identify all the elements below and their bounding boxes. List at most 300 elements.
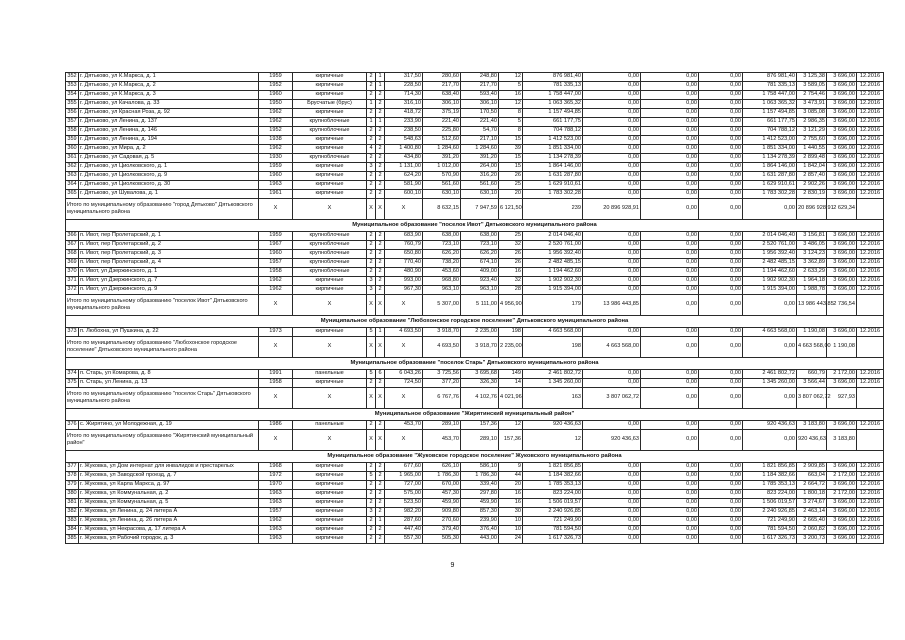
private-area: 326,30: [461, 379, 499, 388]
total-area: 760,79: [385, 241, 423, 250]
entrances: 2: [376, 526, 385, 535]
budget-cost: 0,00: [641, 91, 699, 100]
budget-cost: 0,00: [641, 190, 699, 199]
fund-cost: 0,00: [583, 232, 641, 241]
residential-area: 963,10: [423, 286, 461, 295]
subtotal-budget-cost: 0,00: [641, 199, 699, 220]
cost-per-sqm: 3 124,23: [797, 250, 827, 259]
owner-cost: 0,00: [699, 268, 743, 277]
total-cost: 1 902 902,30: [523, 277, 583, 286]
floors: 2: [367, 421, 376, 430]
subtotal-limit-cost: 3 183,80: [827, 430, 857, 451]
cost-per-sqm: 2 899,48: [797, 154, 827, 163]
fund-cost: 0,00: [583, 163, 641, 172]
residential-area: 391,20: [423, 154, 461, 163]
fund-cost: 0,00: [583, 73, 641, 82]
subtotal-floors: X: [367, 388, 376, 409]
fund-cost: 0,00: [583, 286, 641, 295]
completion-date: 12.2016: [857, 250, 884, 259]
year-built: 1962: [259, 517, 293, 526]
wall-material: кирпичные: [293, 535, 367, 544]
address: г. Дятьково, ул Ленина, д. 194: [79, 136, 259, 145]
limit-cost: 3 696,00: [827, 535, 857, 544]
residential-area: 723,10: [423, 241, 461, 250]
floors: 5: [367, 472, 376, 481]
budget-cost: 0,00: [641, 136, 699, 145]
private-area: 264,00: [461, 163, 499, 172]
total-cost: 1 915 394,00: [523, 286, 583, 295]
wall-material: кирпичные: [293, 328, 367, 337]
residents: 30: [499, 508, 523, 517]
private-area: 217,70: [461, 82, 499, 91]
residents: 32: [499, 277, 523, 286]
fund-cost: 0,00: [583, 508, 641, 517]
wall-material: кирпичные: [293, 136, 367, 145]
residential-area: 3 918,70: [423, 328, 461, 337]
floors: 2: [367, 481, 376, 490]
completion-date: 12.2016: [857, 73, 884, 82]
fund-cost: 0,00: [583, 250, 641, 259]
entrances: 2: [376, 490, 385, 499]
residents: 15: [499, 163, 523, 172]
completion-date: 12.2016: [857, 127, 884, 136]
owner-cost-2: 1 783 302,28: [743, 190, 797, 199]
completion-date: 12.2016: [857, 463, 884, 472]
limit-cost: 3 696,00: [827, 259, 857, 268]
subtotal-owner-cost-2: 0,00: [743, 388, 797, 409]
subtotal-residential-area: 8 632,15: [423, 199, 461, 220]
row-number: 355: [66, 100, 79, 109]
table-row: [66, 328, 884, 337]
private-area: 239,90: [461, 517, 499, 526]
entrances: 2: [376, 91, 385, 100]
table-row: [66, 145, 884, 154]
floors: 2: [367, 535, 376, 544]
subtotal-residential-area: 6 767,76: [423, 388, 461, 409]
table-row: [66, 472, 884, 481]
budget-cost: 0,00: [641, 499, 699, 508]
entrances: 2: [376, 232, 385, 241]
entrances: 1: [376, 118, 385, 127]
fund-cost: 0,00: [583, 481, 641, 490]
total-cost: 1 851 334,00: [523, 145, 583, 154]
owner-cost-2: 1 758 447,00: [743, 91, 797, 100]
total-area: 434,80: [385, 154, 423, 163]
fund-cost: 0,00: [583, 172, 641, 181]
subtotal-cost-per-sqm: 4 663 568,00: [797, 337, 827, 358]
budget-cost: 0,00: [641, 472, 699, 481]
year-built: 1962: [259, 277, 293, 286]
table-row: [66, 535, 884, 544]
wall-material: кирпичные: [293, 82, 367, 91]
owner-cost-2: 1 063 365,32: [743, 100, 797, 109]
floors: 2: [367, 463, 376, 472]
private-area: 638,00: [461, 232, 499, 241]
limit-cost: 3 696,00: [827, 268, 857, 277]
owner-cost: 0,00: [699, 232, 743, 241]
year-built: 1930: [259, 154, 293, 163]
row-number: 353: [66, 82, 79, 91]
total-cost: 1 345 260,00: [523, 379, 583, 388]
wall-material: Брусчатые (брус): [293, 100, 367, 109]
budget-cost: 0,00: [641, 259, 699, 268]
fund-cost: 0,00: [583, 136, 641, 145]
row-number: 361: [66, 154, 79, 163]
address: г. Дятьково, ул Ленина, д. 146: [79, 127, 259, 136]
limit-cost: 3 696,00: [827, 136, 857, 145]
wall-material: кирпичные: [293, 286, 367, 295]
residential-area: 457,30: [423, 490, 461, 499]
year-built: 1963: [259, 526, 293, 535]
fund-cost: 0,00: [583, 190, 641, 199]
residents: 20: [499, 190, 523, 199]
residents: 26: [499, 172, 523, 181]
total-cost: 1 412 523,00: [523, 136, 583, 145]
cost-per-sqm: 1 988,78: [797, 286, 827, 295]
subtotal-wall-material: X: [293, 199, 367, 220]
residential-area: 225,80: [423, 127, 461, 136]
cost-per-sqm: 663,04: [797, 472, 827, 481]
fund-cost: 0,00: [583, 109, 641, 118]
private-area: 170,50: [461, 109, 499, 118]
private-area: 316,20: [461, 172, 499, 181]
cost-per-sqm: 3 589,05: [797, 82, 827, 91]
owner-cost: 0,00: [699, 136, 743, 145]
year-built: 1959: [259, 232, 293, 241]
entrances: 1: [376, 73, 385, 82]
owner-cost-2: 1 345 260,00: [743, 379, 797, 388]
residential-area: 289,10: [423, 421, 461, 430]
address: п. Ивот, пер Пролетарский, д. 3: [79, 250, 259, 259]
private-area: 221,40: [461, 118, 499, 127]
subtotal-row: [66, 430, 884, 451]
entrances: 2: [376, 259, 385, 268]
year-built: 1972: [259, 472, 293, 481]
owner-cost-2: 781 335,13: [743, 82, 797, 91]
section-header-row: [66, 316, 884, 328]
residents: 15: [499, 154, 523, 163]
completion-date: 12.2016: [857, 421, 884, 430]
residential-area: 626,10: [423, 463, 461, 472]
cost-per-sqm: 2 902,26: [797, 181, 827, 190]
subtotal-floors: X: [367, 337, 376, 358]
entrances: 2: [376, 481, 385, 490]
subtotal-year-built: X: [259, 430, 293, 451]
owner-cost: 0,00: [699, 250, 743, 259]
residential-area: 221,40: [423, 118, 461, 127]
year-built: 1963: [259, 499, 293, 508]
residents: 16: [499, 91, 523, 100]
entrances: 2: [376, 136, 385, 145]
owner-cost: 0,00: [699, 508, 743, 517]
residents: 32: [499, 241, 523, 250]
subtotal-residential-area: 453,70: [423, 430, 461, 451]
limit-cost: 3 696,00: [827, 118, 857, 127]
cost-per-sqm: 2 755,60: [797, 136, 827, 145]
floors: 4: [367, 145, 376, 154]
private-area: 723,10: [461, 241, 499, 250]
total-cost: 1 506 019,57: [523, 499, 583, 508]
budget-cost: 0,00: [641, 232, 699, 241]
limit-cost: 3 696,00: [827, 517, 857, 526]
table-row: [66, 154, 884, 163]
floors: 2: [367, 172, 376, 181]
budget-cost: 0,00: [641, 163, 699, 172]
row-number: 367: [66, 241, 79, 250]
subtotal-owner-cost: 0,00: [699, 388, 743, 409]
limit-cost: 3 696,00: [827, 277, 857, 286]
year-built: 1970: [259, 481, 293, 490]
total-area: 316,10: [385, 100, 423, 109]
floors: 2: [367, 82, 376, 91]
subtotal-label: Итого по муниципальному образованию "Жирятинский муниципальный район": [66, 430, 259, 451]
wall-material: крупноблочные: [293, 268, 367, 277]
completion-date: 12.2016: [857, 370, 884, 379]
completion-date: 12.2016: [857, 328, 884, 337]
owner-cost-2: 1 631 287,80: [743, 172, 797, 181]
wall-material: кирпичные: [293, 463, 367, 472]
cost-per-sqm: 3 200,73: [797, 535, 827, 544]
owner-cost-2: 1 864 146,00: [743, 163, 797, 172]
wall-material: кирпичные: [293, 379, 367, 388]
completion-date: 12.2016: [857, 259, 884, 268]
residential-area: 3 725,56: [423, 370, 461, 379]
owner-cost-2: 661 177,75: [743, 118, 797, 127]
owner-cost-2: 2 240 926,85: [743, 508, 797, 517]
row-number: 368: [66, 250, 79, 259]
wall-material: панельные: [293, 421, 367, 430]
owner-cost: 0,00: [699, 481, 743, 490]
cost-per-sqm: 2 754,46: [797, 91, 827, 100]
total-area: 770,40: [385, 259, 423, 268]
fund-cost: 0,00: [583, 379, 641, 388]
cost-per-sqm: 1 440,55: [797, 145, 827, 154]
floors: 2: [367, 181, 376, 190]
total-area: 453,70: [385, 421, 423, 430]
subtotal-residents: 157,36: [499, 430, 523, 451]
subtotal-year-built: X: [259, 199, 293, 220]
entrances: 2: [376, 154, 385, 163]
total-cost: 2 240 926,85: [523, 508, 583, 517]
residents: 14: [499, 379, 523, 388]
budget-cost: 0,00: [641, 277, 699, 286]
cost-per-sqm: 2 665,40: [797, 517, 827, 526]
wall-material: кирпичные: [293, 508, 367, 517]
residents: 20: [499, 481, 523, 490]
cost-per-sqm: 1 190,08: [797, 328, 827, 337]
floors: 2: [367, 490, 376, 499]
row-number: 380: [66, 490, 79, 499]
completion-date: 12.2016: [857, 379, 884, 388]
year-built: 1962: [259, 109, 293, 118]
completion-date: 12.2016: [857, 508, 884, 517]
cost-per-sqm: 3 183,80: [797, 421, 827, 430]
table-row: [66, 277, 884, 286]
completion-date: 12.2016: [857, 163, 884, 172]
owner-cost: 0,00: [699, 109, 743, 118]
private-area: 857,30: [461, 508, 499, 517]
row-number: 379: [66, 481, 79, 490]
owner-cost-2: 1 157 494,85: [743, 109, 797, 118]
residential-area: 638,00: [423, 232, 461, 241]
owner-cost-2: 704 788,12: [743, 127, 797, 136]
address: г. Дятьково, ул К.Маркса, д. 3: [79, 91, 259, 100]
wall-material: кирпичные: [293, 517, 367, 526]
private-area: 1 786,30: [461, 472, 499, 481]
total-area: 600,10: [385, 190, 423, 199]
table-row: [66, 190, 884, 199]
table-row: [66, 241, 884, 250]
table-row: [66, 286, 884, 295]
limit-cost: 3 696,00: [827, 328, 857, 337]
entrances: 2: [376, 181, 385, 190]
table-row: [66, 526, 884, 535]
table-row: [66, 250, 884, 259]
total-cost: 4 663 568,00: [523, 328, 583, 337]
row-number: 352: [66, 73, 79, 82]
total-cost: 1 063 365,32: [523, 100, 583, 109]
cost-per-sqm: 2 830,19: [797, 190, 827, 199]
entrances: 2: [376, 499, 385, 508]
subtotal-total-cost: 179: [523, 295, 583, 316]
subtotal-entrances: X: [376, 295, 385, 316]
entrances: 2: [376, 508, 385, 517]
private-area: 443,00: [461, 535, 499, 544]
floors: 2: [367, 241, 376, 250]
residents: 15: [499, 136, 523, 145]
residents: 12: [499, 100, 523, 109]
subtotal-owner-cost-2: 0,00: [743, 295, 797, 316]
subtotal-floors: X: [367, 199, 376, 220]
residents: 16: [499, 490, 523, 499]
subtotal-completion-date: [857, 430, 884, 451]
budget-cost: 0,00: [641, 421, 699, 430]
total-area: 548,63: [385, 136, 423, 145]
limit-cost: 3 696,00: [827, 508, 857, 517]
total-cost: 876 981,40: [523, 73, 583, 82]
floors: 2: [367, 154, 376, 163]
limit-cost: 3 696,00: [827, 499, 857, 508]
residents: 44: [499, 472, 523, 481]
subtotal-fund-cost: 13 986 443,85: [583, 295, 641, 316]
owner-cost: 0,00: [699, 526, 743, 535]
subtotal-limit-cost: 927,93: [827, 388, 857, 409]
wall-material: кирпичные: [293, 526, 367, 535]
owner-cost-2: 2 014 046,40: [743, 232, 797, 241]
floors: 2: [367, 109, 376, 118]
residential-area: 670,00: [423, 481, 461, 490]
total-cost: 823 224,00: [523, 490, 583, 499]
address: п. Любохна, ул Пушкина, д. 22: [79, 328, 259, 337]
subtotal-limit-cost: 1 190,08: [827, 337, 857, 358]
residents: 198: [499, 328, 523, 337]
wall-material: кирпичные: [293, 472, 367, 481]
budget-cost: 0,00: [641, 490, 699, 499]
subtotal-entrances: X: [376, 199, 385, 220]
wall-material: крупноблочные: [293, 154, 367, 163]
subtotal-wall-material: X: [293, 388, 367, 409]
subtotal-wall-material: X: [293, 430, 367, 451]
residents: 5: [499, 118, 523, 127]
residents: 24: [499, 535, 523, 544]
cost-per-sqm: 3 085,08: [797, 109, 827, 118]
budget-cost: 0,00: [641, 127, 699, 136]
row-number: 363: [66, 172, 79, 181]
residential-area: 280,60: [423, 73, 461, 82]
cost-per-sqm: 2 857,40: [797, 172, 827, 181]
limit-cost: 3 696,00: [827, 163, 857, 172]
owner-cost-2: 1 617 326,73: [743, 535, 797, 544]
fund-cost: 0,00: [583, 259, 641, 268]
address: г. Дятьково, ул Циолковского, д. 1: [79, 163, 259, 172]
year-built: 1952: [259, 127, 293, 136]
year-built: 1952: [259, 82, 293, 91]
address: г. Дятьково, ул Циолковского, д. 30: [79, 181, 259, 190]
table-row: [66, 82, 884, 91]
wall-material: кирпичные: [293, 181, 367, 190]
subtotal-label: Итого по муниципальному образованию "город Дятьково" Дятьковского муниципального района: [66, 199, 259, 220]
table-row: [66, 118, 884, 127]
budget-cost: 0,00: [641, 145, 699, 154]
owner-cost-2: 2 461 802,72: [743, 370, 797, 379]
address: г. Жуковка, ул Заводской проезд, д. 7: [79, 472, 259, 481]
address: г. Дятьково, ул Мира, д. 2: [79, 145, 259, 154]
row-number: 375: [66, 379, 79, 388]
subtotal-row: [66, 199, 884, 220]
residents: 25: [499, 181, 523, 190]
limit-cost: 3 696,00: [827, 421, 857, 430]
page-number: 9: [450, 562, 455, 569]
subtotal-limit-cost: 2 736,54: [827, 295, 857, 316]
entrances: 2: [376, 379, 385, 388]
total-cost: 1 631 287,80: [523, 172, 583, 181]
cost-per-sqm: 1 964,18: [797, 277, 827, 286]
subtotal-cost-per-sqm: 20 896 928,91: [797, 199, 827, 220]
limit-cost: 2 172,00: [827, 490, 857, 499]
budget-cost: 0,00: [641, 286, 699, 295]
entrances: 2: [376, 109, 385, 118]
address: г. Жуковка, ул Карла Маркса, д. 97: [79, 481, 259, 490]
owner-cost-2: 1 184 382,66: [743, 472, 797, 481]
year-built: 1967: [259, 241, 293, 250]
owner-cost: 0,00: [699, 91, 743, 100]
subtotal-total-area: X: [385, 430, 423, 451]
entrances: 2: [376, 127, 385, 136]
subtotal-row: [66, 337, 884, 358]
floors: 2: [367, 136, 376, 145]
budget-cost: 0,00: [641, 73, 699, 82]
subtotal-wall-material: X: [293, 337, 367, 358]
section-title: Муниципальное образование "поселок Старь" Дятьковского муниципального района: [66, 358, 884, 370]
subtotal-completion-date: [857, 388, 884, 409]
year-built: 1991: [259, 370, 293, 379]
subtotal-budget-cost: 0,00: [641, 430, 699, 451]
section-header-row: [66, 220, 884, 232]
completion-date: 12.2016: [857, 181, 884, 190]
total-cost: 1 134 278,39: [523, 154, 583, 163]
cost-per-sqm: 2 909,85: [797, 463, 827, 472]
table-row: [66, 91, 884, 100]
private-area: 339,40: [461, 481, 499, 490]
floors: 1: [367, 118, 376, 127]
cost-per-sqm: 660,79: [797, 370, 827, 379]
cost-per-sqm: 3 362,89: [797, 259, 827, 268]
row-number: 378: [66, 472, 79, 481]
budget-cost: 0,00: [641, 250, 699, 259]
entrances: 2: [376, 277, 385, 286]
subtotal-residents: 4 021,96: [499, 388, 523, 409]
total-area: 523,50: [385, 499, 423, 508]
